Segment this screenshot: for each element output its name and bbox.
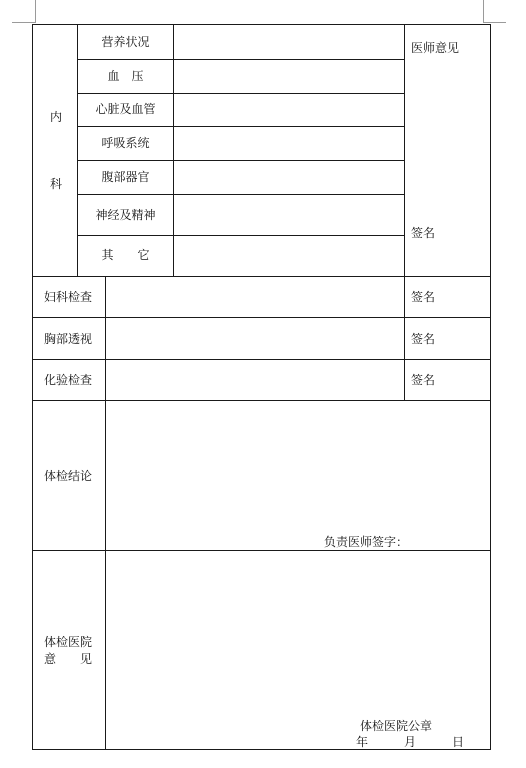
chest-xray-signature-label: 签名: [411, 332, 436, 346]
internal-label-bottom: 科: [50, 177, 63, 191]
section-line: [32, 550, 491, 551]
internal-row-line: [77, 194, 404, 195]
item-heart-vessels-label: 心脏及血管: [95, 102, 156, 116]
item-neuro-psych-label: 神经及精神: [95, 208, 156, 222]
hospital-seal-label: 体检医院公章: [360, 719, 433, 733]
lab-test-signature-label: 签名: [411, 373, 436, 387]
chest-xray-label: 胸部透视: [44, 332, 93, 346]
lab-test-label: 化验检查: [44, 373, 93, 387]
responsible-doctor-sign-label: 负责医师签字：: [324, 535, 409, 549]
internal-row-line: [77, 126, 404, 127]
gynecology-label: 妇科检查: [44, 290, 93, 304]
crop-mark-left-horizontal: [12, 22, 35, 23]
item-blood-pressure-label: 血 压: [107, 69, 144, 83]
item-nutrition-label: 营养状况: [101, 35, 150, 49]
internal-item-divider: [173, 24, 174, 276]
section-line: [32, 276, 491, 277]
section-line: [32, 400, 491, 401]
item-other-label: 其 它: [101, 248, 150, 262]
opinion-column-divider: [404, 24, 405, 400]
internal-label-top: 内: [50, 110, 63, 124]
crop-mark-left-vertical: [35, 0, 36, 23]
hospital-opinion-label-line1: 体检医院: [44, 635, 93, 649]
section-line: [32, 359, 491, 360]
table-border-left: [32, 24, 33, 750]
crop-mark-right-horizontal: [484, 22, 506, 23]
internal-row-line: [77, 59, 404, 60]
table-border-top: [32, 24, 491, 25]
internal-row-line: [77, 235, 404, 236]
internal-row-line: [77, 93, 404, 94]
crop-mark-right-vertical: [483, 0, 484, 23]
internal-signature-label: 签名: [411, 226, 436, 240]
hospital-opinion-label-line2: 意 见: [44, 652, 93, 666]
section-line: [32, 317, 491, 318]
conclusion-label: 体检结论: [44, 469, 93, 483]
internal-row-line: [77, 160, 404, 161]
lower-label-divider: [105, 276, 106, 750]
item-abdominal-label: 腹部器官: [101, 170, 150, 184]
internal-category-divider: [77, 24, 78, 276]
table-border-bottom: [32, 749, 491, 750]
table-border-right: [490, 24, 491, 750]
gynecology-signature-label: 签名: [411, 290, 436, 304]
doctor-opinion-label: 医师意见: [411, 41, 460, 55]
date-label: 年 月 日: [356, 735, 465, 749]
item-respiratory-label: 呼吸系统: [101, 136, 150, 150]
